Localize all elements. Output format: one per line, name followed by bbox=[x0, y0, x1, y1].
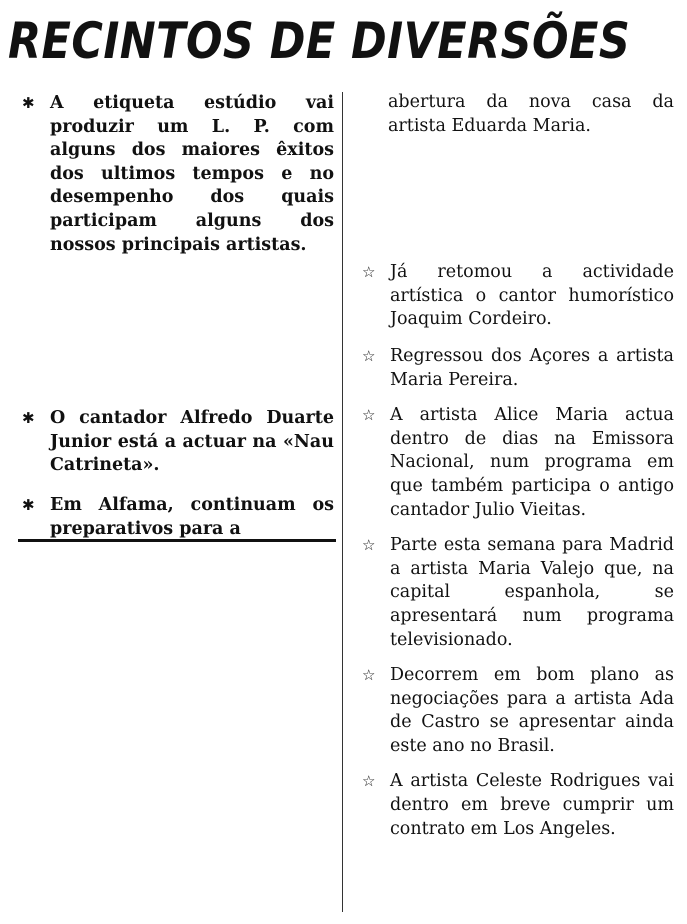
news-item bbox=[362, 770, 674, 841]
star-bullet-icon: ☆ bbox=[362, 772, 376, 791]
headline: RECINTOS DE DIVERSÕES bbox=[8, 12, 631, 70]
star-bullet-icon: ☆ bbox=[362, 263, 376, 282]
news-item-text: O cantador Alfredo Duarte Junior está a actuar na «Nau Catrineta». bbox=[50, 408, 334, 476]
news-item-text: Regressou dos Açores a artista Maria Pereira. bbox=[390, 345, 674, 390]
news-item-text: A etiqueta estúdio vai produzir um L. P. com alguns dos maiores êxitos dos ultimos tempos e no desempenho dos quais participam alguns dos nossos principais artistas. bbox=[50, 93, 334, 255]
column-divider bbox=[342, 92, 343, 912]
asterisk-bullet-icon: ✱ bbox=[22, 409, 35, 428]
star-bullet-icon: ☆ bbox=[362, 666, 376, 685]
news-item bbox=[362, 345, 674, 392]
star-bullet-icon: ☆ bbox=[362, 406, 376, 425]
news-item-text: A artista Alice Maria actua dentro de dias na Emissora Nacional, num programa em que também participa o antigo cantador Julio Vieitas. bbox=[390, 405, 674, 520]
news-item bbox=[22, 92, 334, 257]
news-item bbox=[362, 261, 674, 332]
news-item-text: Parte esta semana para Madrid a artista Maria Valejo que, na capital espanhola, se apresentará num programa televisionado. bbox=[390, 535, 674, 650]
left-column bbox=[22, 92, 334, 541]
star-bullet-icon: ☆ bbox=[362, 346, 376, 365]
news-item-continuation bbox=[362, 91, 674, 138]
news-item bbox=[22, 494, 334, 541]
news-item-text: Decorrem em bom plano as negociações para a artista Ada de Castro se apresentar ainda este ano no Brasil. bbox=[390, 665, 674, 756]
news-item-text: A artista Celeste Rodrigues vai dentro em breve cumprir um contrato em Los Angeles. bbox=[390, 771, 674, 839]
news-item-text: abertura da nova casa da artista Eduarda Maria. bbox=[388, 92, 674, 136]
news-item bbox=[362, 664, 674, 758]
news-item bbox=[362, 534, 674, 652]
news-item-text: Já retomou a actividade artística o cantor humorístico Joaquim Cordeiro. bbox=[390, 262, 674, 330]
news-item-text: Em Alfama, continuam os preparativos para a bbox=[50, 494, 334, 539]
right-column bbox=[362, 91, 674, 841]
asterisk-bullet-icon: ✱ bbox=[22, 94, 35, 112]
news-item bbox=[22, 407, 334, 478]
star-bullet-icon: ☆ bbox=[362, 536, 376, 555]
news-item bbox=[362, 404, 674, 522]
asterisk-bullet-icon: ✱ bbox=[22, 495, 35, 514]
